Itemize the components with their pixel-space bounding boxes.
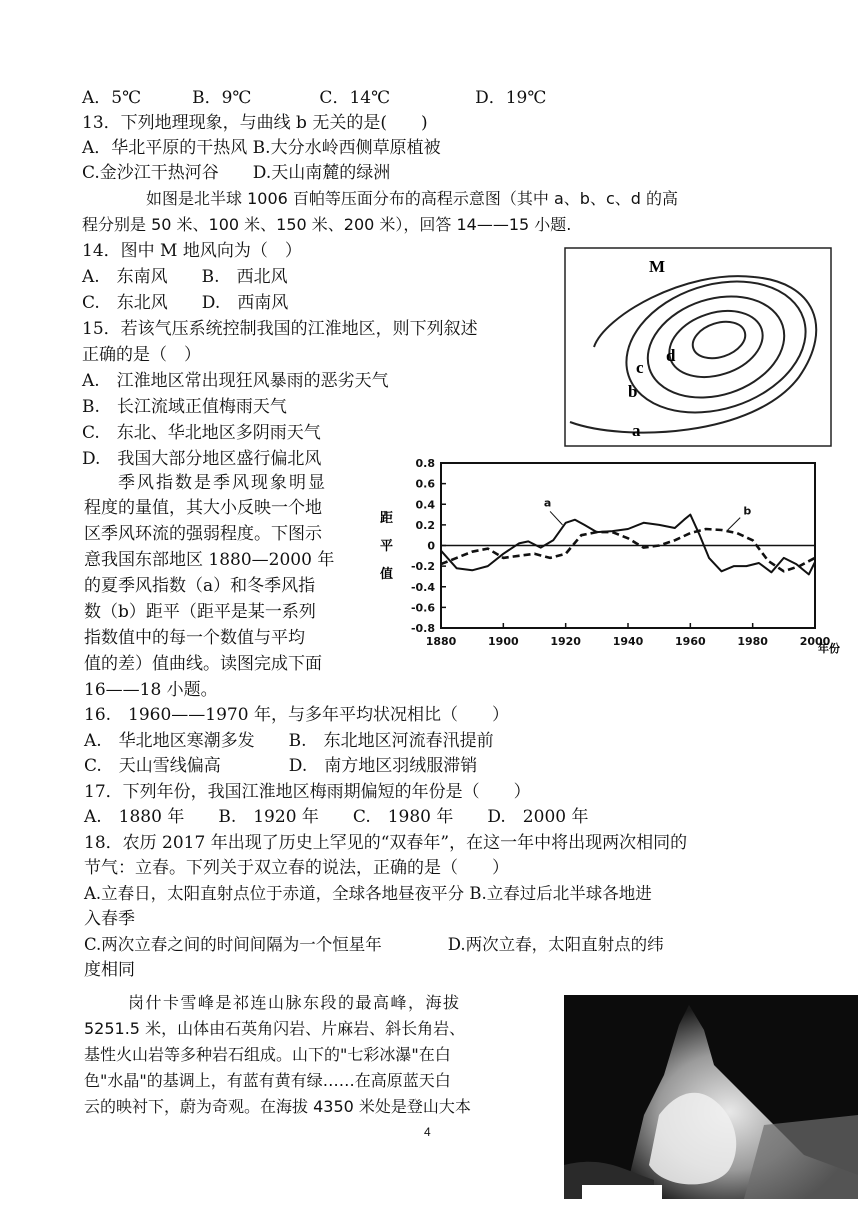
q17-stem: 17．下列年份，我国江淮地区梅雨期偏短的年份是（ ） [84, 782, 531, 802]
y-axis-title-char-3: 值 [380, 566, 394, 581]
y-tick-label: 0.6 [415, 477, 435, 491]
q17-options: A. 1880 年 B. 1920 年 C. 1980 年 D. 2000 年 [84, 807, 589, 827]
label-c: c [636, 358, 644, 377]
monsoon-index-chart [372, 452, 860, 662]
q18-option-ab-2: 入春季 [84, 909, 135, 929]
y-tick-label: 0.2 [415, 518, 435, 532]
q18-stem-1: 18．农历 2017 年出现了历史上罕见的“双春年”，在这一年中将出现两次相同的 [84, 833, 688, 853]
y-tick-label: -0.6 [410, 601, 435, 615]
q13-options-cd: C.金沙江干热河谷 D.天山南麓的绿洲 [82, 163, 391, 183]
x-tick-label: 1980 [737, 635, 768, 648]
passage-1: 岗什卡雪峰是祁连山脉东段的最高峰，海拔 [128, 993, 461, 1012]
intro-16-18-8: 值的差）值曲线。读图完成下面 [84, 654, 322, 674]
y-axis-title-char-1: 距 [380, 510, 394, 525]
y-tick-label: 0 [427, 539, 435, 553]
caption-box [582, 1185, 662, 1199]
intro-16-18-6: 数（b）距平（距平是某一系列 [84, 602, 316, 622]
passage-2: 5251.5 米，山体由石英角闪岩、片麻岩、斜长角岩、 [84, 1019, 466, 1038]
page-number: 4 [424, 1125, 431, 1139]
x-axis-title: 年份 [818, 643, 840, 655]
intro-14-15-line1: 如图是北半球 1006 百帕等压面分布的高程示意图（其中 a、b、c、d 的高 [146, 189, 678, 208]
label-d: d [666, 346, 676, 365]
y-axis-title [379, 510, 393, 581]
q16-options-cd: C. 天山雪线偏高 D. 南方地区羽绒服滞销 [84, 756, 478, 776]
q16-stem: 16. 1960——1970 年，与多年平均状况相比（ ） [84, 705, 509, 725]
q15-stem-2: 正确的是（ ） [82, 345, 201, 365]
series-a-label: a [543, 496, 552, 510]
isobar-frame [565, 248, 831, 446]
x-tick-label: 2000 [799, 635, 831, 648]
passage-4: 色"水晶"的基调上，有蓝有黄有绿……在高原蓝天白 [84, 1071, 451, 1090]
y-tick-label: -0.8 [410, 622, 435, 635]
x-tick-label: 1920 [550, 635, 581, 648]
y-tick-label: -0.4 [410, 580, 435, 594]
q15-option-b: B. 长江流域正值梅雨天气 [82, 397, 287, 417]
x-tick-label: 1960 [675, 635, 706, 648]
y-tick-label: 0.8 [415, 457, 435, 470]
intro-16-18-1: 季风指数是季风现象明显 [118, 473, 327, 493]
intro-16-18-7: 指数值中的每一个数值与平均 [84, 628, 305, 648]
label-b: b [628, 382, 638, 401]
q15-option-c: C. 东北、华北地区多阴雨天气 [82, 423, 321, 443]
intro-16-18-3: 区季风环流的强弱程度。下图示 [84, 524, 322, 544]
q18-option-cd-2: 度相同 [84, 960, 135, 980]
q14-options-cd: C. 东北风 D. 西南风 [82, 293, 289, 313]
q13-options-ab: A．华北平原的干热风 B.大分水岭西侧草原植被 [82, 138, 441, 158]
q14-stem: 14．图中 M 地风向为（ ） [82, 241, 302, 261]
label-M: M [649, 257, 666, 276]
q15-option-d: D. 我国大部分地区盛行偏北风 [82, 449, 322, 469]
x-tick-label: 1940 [612, 635, 644, 648]
intro-16-18-2: 程度的量值，其大小反映一个地 [84, 498, 322, 518]
passage-3: 基性火山岩等多种岩石组成。山下的"七彩冰瀑"在白 [84, 1045, 451, 1064]
passage-5: 云的映衬下，蔚为奇观。在海拔 4350 米处是登山大本 [84, 1097, 471, 1116]
isobar-diagram [564, 247, 834, 449]
label-a: a [632, 421, 641, 440]
q14-options-ab: A. 东南风 B. 西北风 [82, 267, 288, 287]
intro-14-15-line2: 程分别是 50 米、100 米、150 米、200 米），回答 14——15 小题. [82, 215, 572, 234]
q18-option-cd-1: C.两次立春之间的时间间隔为一个恒星年 D.两次立春，太阳直射点的纬 [84, 935, 664, 954]
intro-16-18-9: 16——18 小题。 [84, 680, 218, 700]
snow-peak-photo [564, 995, 858, 1199]
y-tick-label: 0.4 [415, 498, 435, 512]
q15-stem-1: 15．若该气压系统控制我国的江淮地区，则下列叙述 [82, 319, 478, 339]
q13-stem: 13．下列地理现象，与曲线 b 无关的是( ) [82, 113, 428, 133]
y-tick-label: -0.2 [410, 560, 435, 574]
intro-16-18-4: 意我国东部地区 1880—2000 年 [84, 550, 335, 570]
q18-option-ab-1: A.立春日，太阳直射点位于赤道，全球各地昼夜平分 B.立春过后北半球各地进 [84, 884, 652, 903]
q18-stem-2: 节气：立春。下列关于双立春的说法，正确的是（ ） [84, 858, 509, 878]
series-b-label: b [743, 504, 752, 518]
q12-options: A．5℃ B．9℃ C．14℃ D．19℃ [82, 88, 547, 108]
x-tick-label: 1880 [425, 635, 457, 648]
q15-option-a: A. 江淮地区常出现狂风暴雨的恶劣天气 [82, 371, 389, 391]
y-axis-title-char-2: 平 [380, 538, 394, 553]
x-tick-label: 1900 [488, 635, 519, 648]
q16-options-ab: A. 华北地区寒潮多发 B. 东北地区河流春汛提前 [84, 731, 494, 751]
intro-16-18-5: 的夏季风指数（a）和冬季风指 [84, 576, 316, 596]
snow-peak-photo-drawing [564, 995, 858, 1199]
